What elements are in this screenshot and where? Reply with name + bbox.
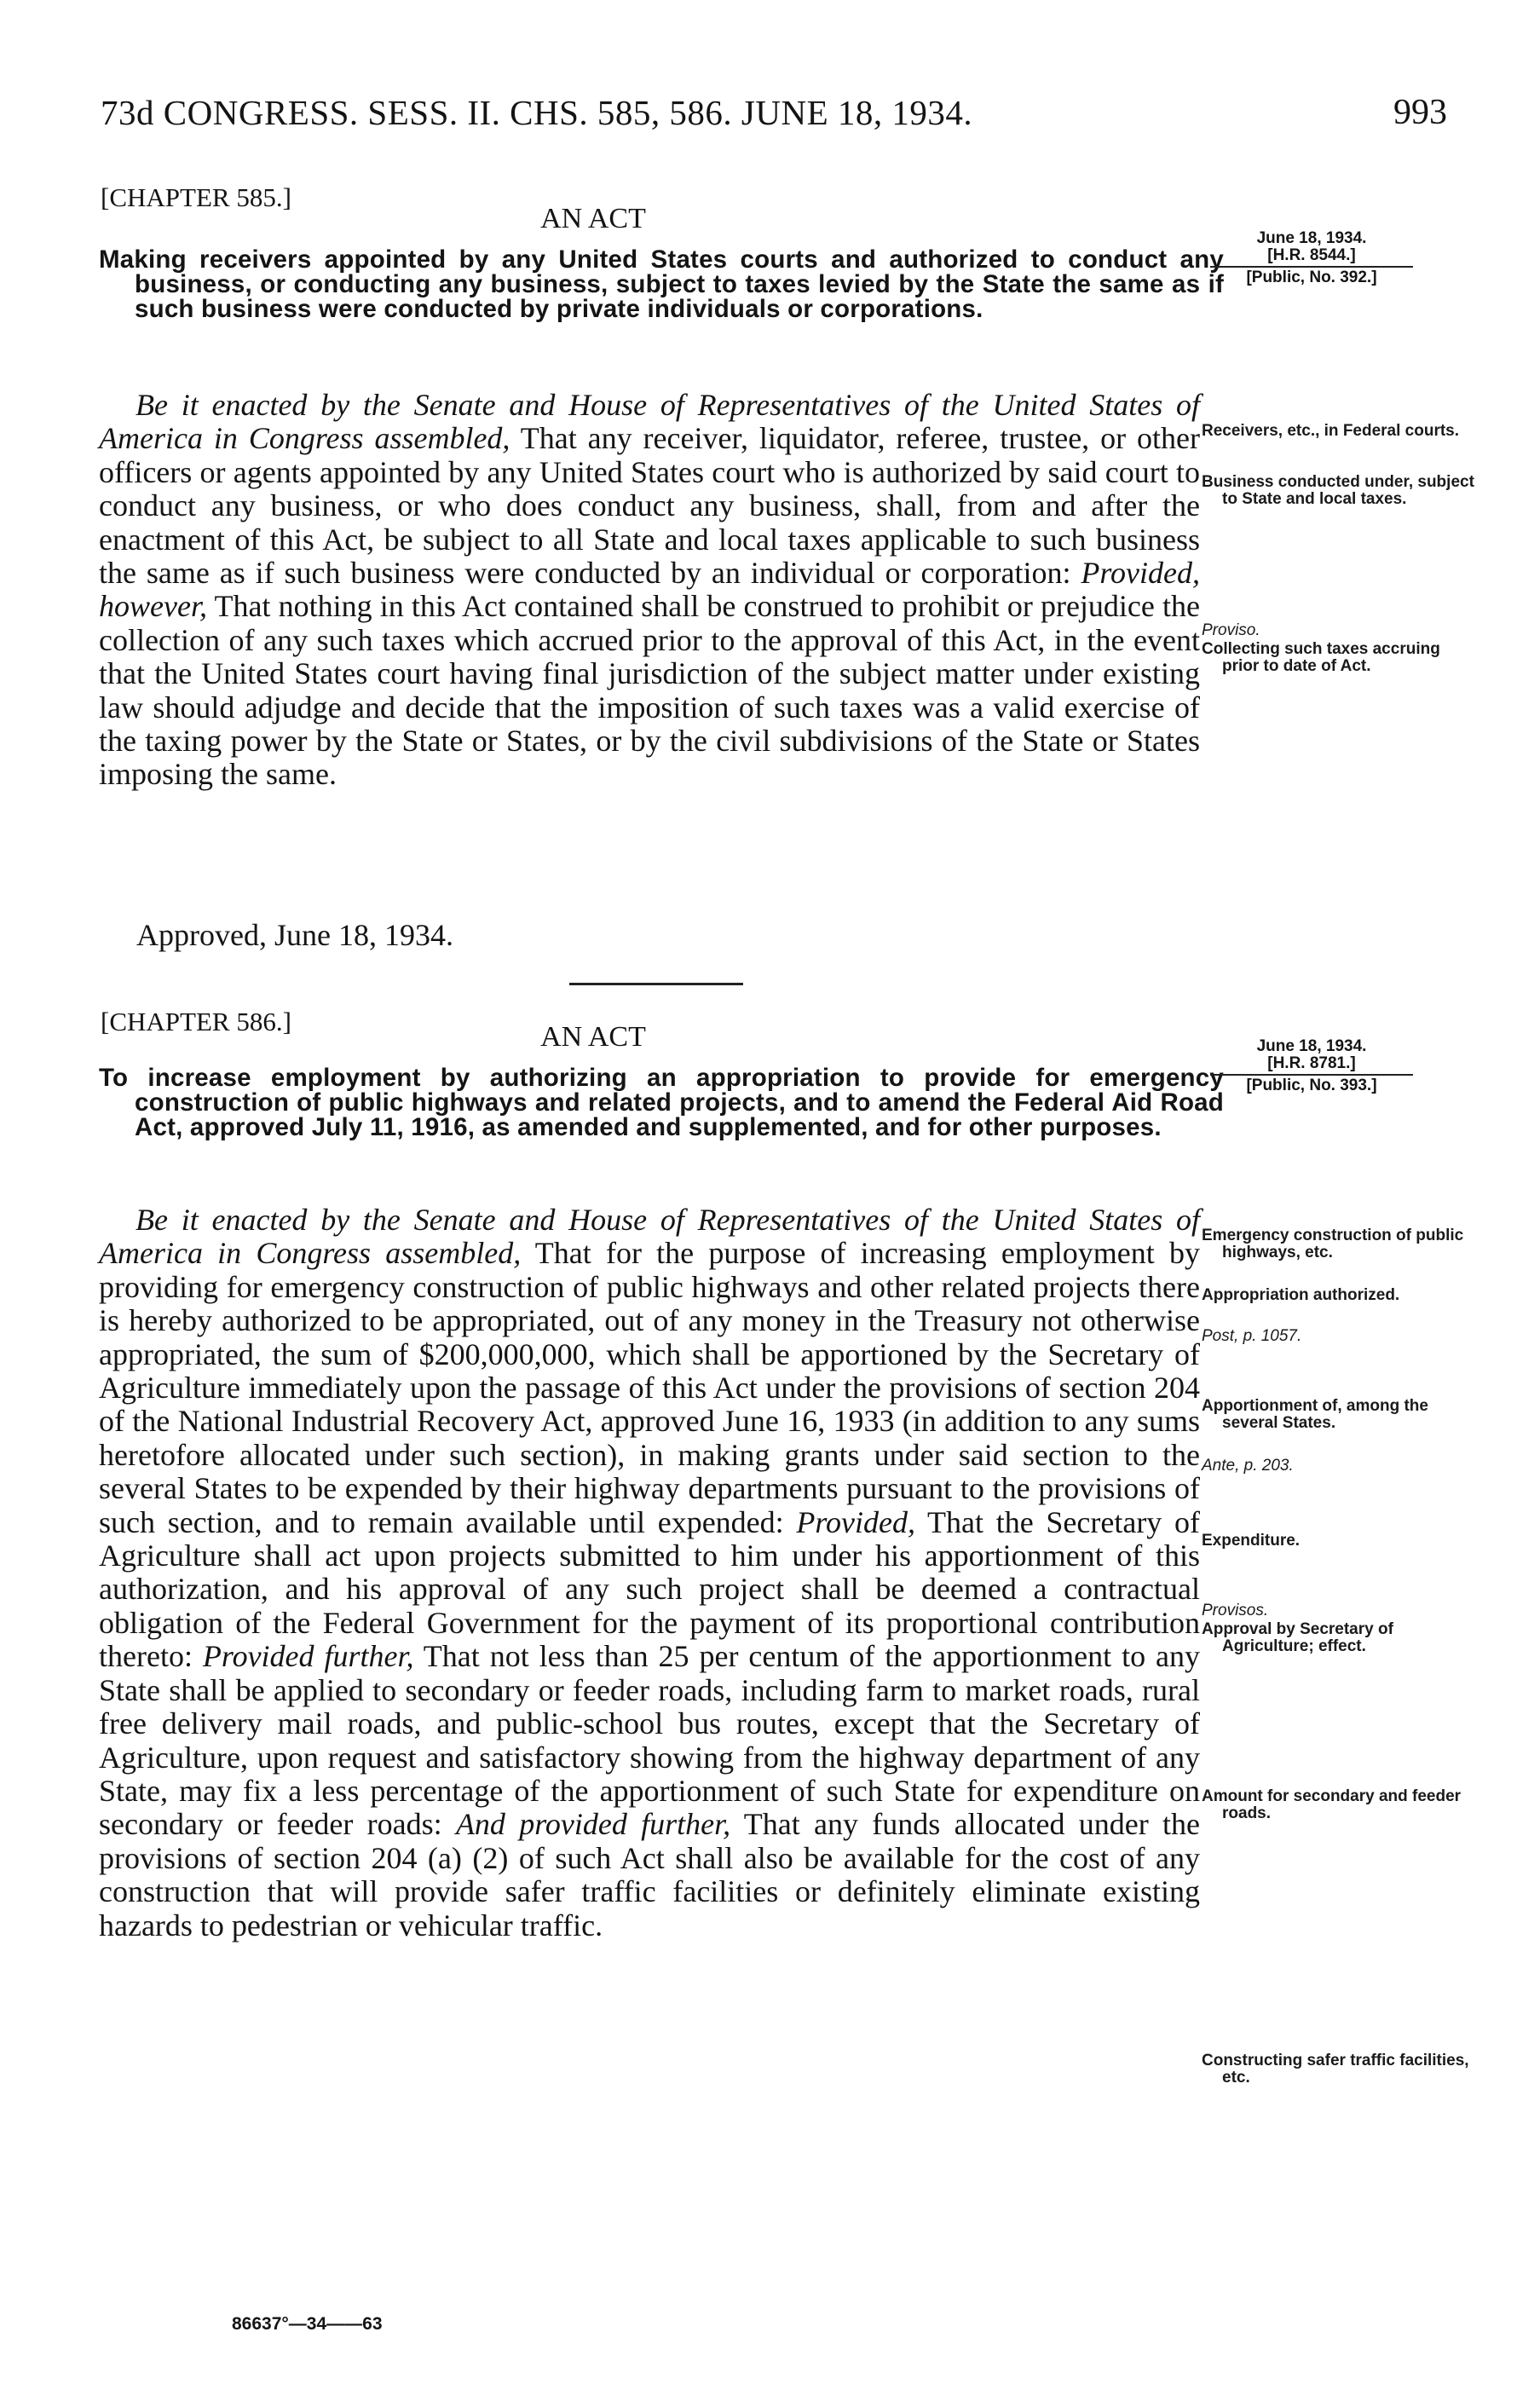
margin-note-appropriation: Appropriation authorized. xyxy=(1202,1286,1400,1304)
chapter-585-body-part-1: That any receiver, liquidator, referee, trustee, or other officers or agents appointed by any United States court who is authorized by said court to conduct any business, or who does conduct any business, shall, from and after the enactment of this Act, be subject to all State and local taxes applicable to such business the same as if such business were conducted by an individual or corporation: xyxy=(99,421,1201,591)
margin-note-secondary-roads: Amount for secondary and feeder roads. xyxy=(1202,1787,1462,1822)
margin-note-ante-reference: Ante, p. 203. xyxy=(1202,1457,1294,1475)
margin-note-emergency-construction: Emergency construction of public highways, etc. xyxy=(1202,1227,1464,1261)
chapter-585-body xyxy=(99,389,1200,792)
chapter-585-date: June 18, 1934. xyxy=(1256,229,1367,247)
margin-note-approval-by-secretary: Approval by Secretary of Agriculture; effect. xyxy=(1202,1620,1393,1655)
margin-note-collecting-taxes: Collecting such taxes accruing prior to date of Act. xyxy=(1202,640,1440,675)
page-number: 993 xyxy=(1393,93,1447,132)
chapter-586-enacting-clause: Be it enacted by the Senate and House of Representatives of the United States of America in Congress assembled, xyxy=(99,1203,1200,1271)
chapter-586-body-part-1: That for the purpose of increasing employment by providing for emergency construction of public highways and other related projects there is hereby authorized to be appropriated, out of any money in the Treasury not otherwise appropriated, the sum of $200,000,000, which shall be apportioned by the Secretary of Agriculture immediately upon the passage of this Act under the provisions of section 204 of the National Industrial Recovery Act, approved June 16, 1933 (in addition to any sums heretofore allocated under such section), in making grants under said section to the several States to be expended by their highway departments pursuant to the provisions of such section, and to remain available until expended: xyxy=(99,1236,1200,1539)
chapter-585-reference xyxy=(1210,230,1413,286)
chapter-586-body xyxy=(99,1204,1200,1942)
chapter-586-date: June 18, 1934. xyxy=(1256,1037,1367,1055)
margin-note-safer-traffic: Constructing safer traffic facilities, etc. xyxy=(1202,2052,1469,2087)
margin-note-provisos: Provisos. xyxy=(1202,1602,1269,1619)
margin-note-post-reference: Post, p. 1057. xyxy=(1202,1327,1302,1345)
chapter-585-act-title: AN ACT xyxy=(540,203,646,234)
chapter-586-act-title: AN ACT xyxy=(540,1021,646,1053)
chapter-585-body-part-2: That nothing in this Act contained shall be construed to prohibit or prejudice the collection of any such taxes which accrued prior to the approval of this Act, in the event that the United States court having final jurisdiction of the subject matter under existing law should adjudge and decide that the imposition of such taxes was a valid exercise of the taxing power by the State or States, or by the civil subdivisions of the State or States imposing the same. xyxy=(99,589,1200,792)
chapter-586-body-part-4: That any funds allocated under the provisions of section 204 (a) (2) of such Act shall also be available for the cost of any construction that will provide safer traffic facilities or definitely eliminate existing hazards to pedestrian or vehicular traffic. xyxy=(99,1807,1200,1942)
margin-note-receivers: Receivers, etc., in Federal courts. xyxy=(1202,422,1460,440)
chapter-585-label: [CHAPTER 585.] xyxy=(101,182,291,212)
chapter-586-bill-number: [H.R. 8781.] xyxy=(1210,1055,1413,1076)
print-code: 86637°—34——63 xyxy=(232,2314,383,2334)
margin-note-apportionment: Apportionment of, among the several States. xyxy=(1202,1397,1428,1432)
chapter-divider xyxy=(569,983,743,985)
chapter-586-reference xyxy=(1210,1038,1413,1094)
chapter-586-title: To increase employment by authorizing an appropriation to provide for emergency construction of public highways and related projects, and to amend the Federal Aid Road Act, approved July 11, 1916, as amended and supplemented, and for other purposes. xyxy=(99,1064,1224,1141)
page-header xyxy=(101,92,1447,143)
chapter-586-proviso-2: Provided further, xyxy=(202,1639,414,1674)
chapter-586-body-part-3: That not less than 25 per centum of the apportionment to any State shall be applied to secondary or feeder roads, including farm to market roads, rural free delivery mail roads, and public-school bus routes, except that the Secretary of Agriculture, upon request and satisfactory showing from the highway department of any State, may fix a less percentage of the apportionment of such State for expenditure on secondary or feeder roads: xyxy=(99,1639,1201,1842)
chapter-586-proviso-1: Provided, xyxy=(796,1504,915,1539)
margin-note-expenditure: Expenditure. xyxy=(1202,1532,1301,1550)
chapter-585-title: Making receivers appointed by any United States courts and authorized to conduct any business, or conducting any business, subject to taxes levied by the State the same as if such business were conducted by private individuals or corporations. xyxy=(99,245,1224,323)
chapter-586-body-part-2: That the Secretary of Agriculture shall act upon projects submitted to him under his apportionment of this authorization, and his approval of any such project shall be deemed a contractual obligation of the Federal Government for the payment of its proportional contribution thereto: xyxy=(99,1504,1200,1674)
chapter-585-enacting-clause: Be it enacted by the Senate and House of Representatives of the United States of America in Congress assembled, xyxy=(99,388,1200,456)
margin-note-proviso: Proviso. xyxy=(1202,621,1260,639)
chapter-585-public-law: [Public, No. 392.] xyxy=(1246,268,1377,286)
chapter-585-proviso: Provided, however, xyxy=(99,556,1200,624)
chapter-585-bill-number: [H.R. 8544.] xyxy=(1210,247,1413,268)
chapter-585-approved: Approved, June 18, 1934. xyxy=(136,918,453,952)
running-head: 73d CONGRESS. SESS. II. CHS. 585, 586. JUNE 18, 1934. xyxy=(101,93,973,132)
margin-note-business-conducted: Business conducted under, subject to State and local taxes. xyxy=(1202,473,1474,508)
chapter-586-label: [CHAPTER 586.] xyxy=(101,1007,291,1036)
chapter-586-proviso-3: And provided further, xyxy=(455,1807,731,1842)
chapter-586-public-law: [Public, No. 393.] xyxy=(1246,1077,1377,1094)
